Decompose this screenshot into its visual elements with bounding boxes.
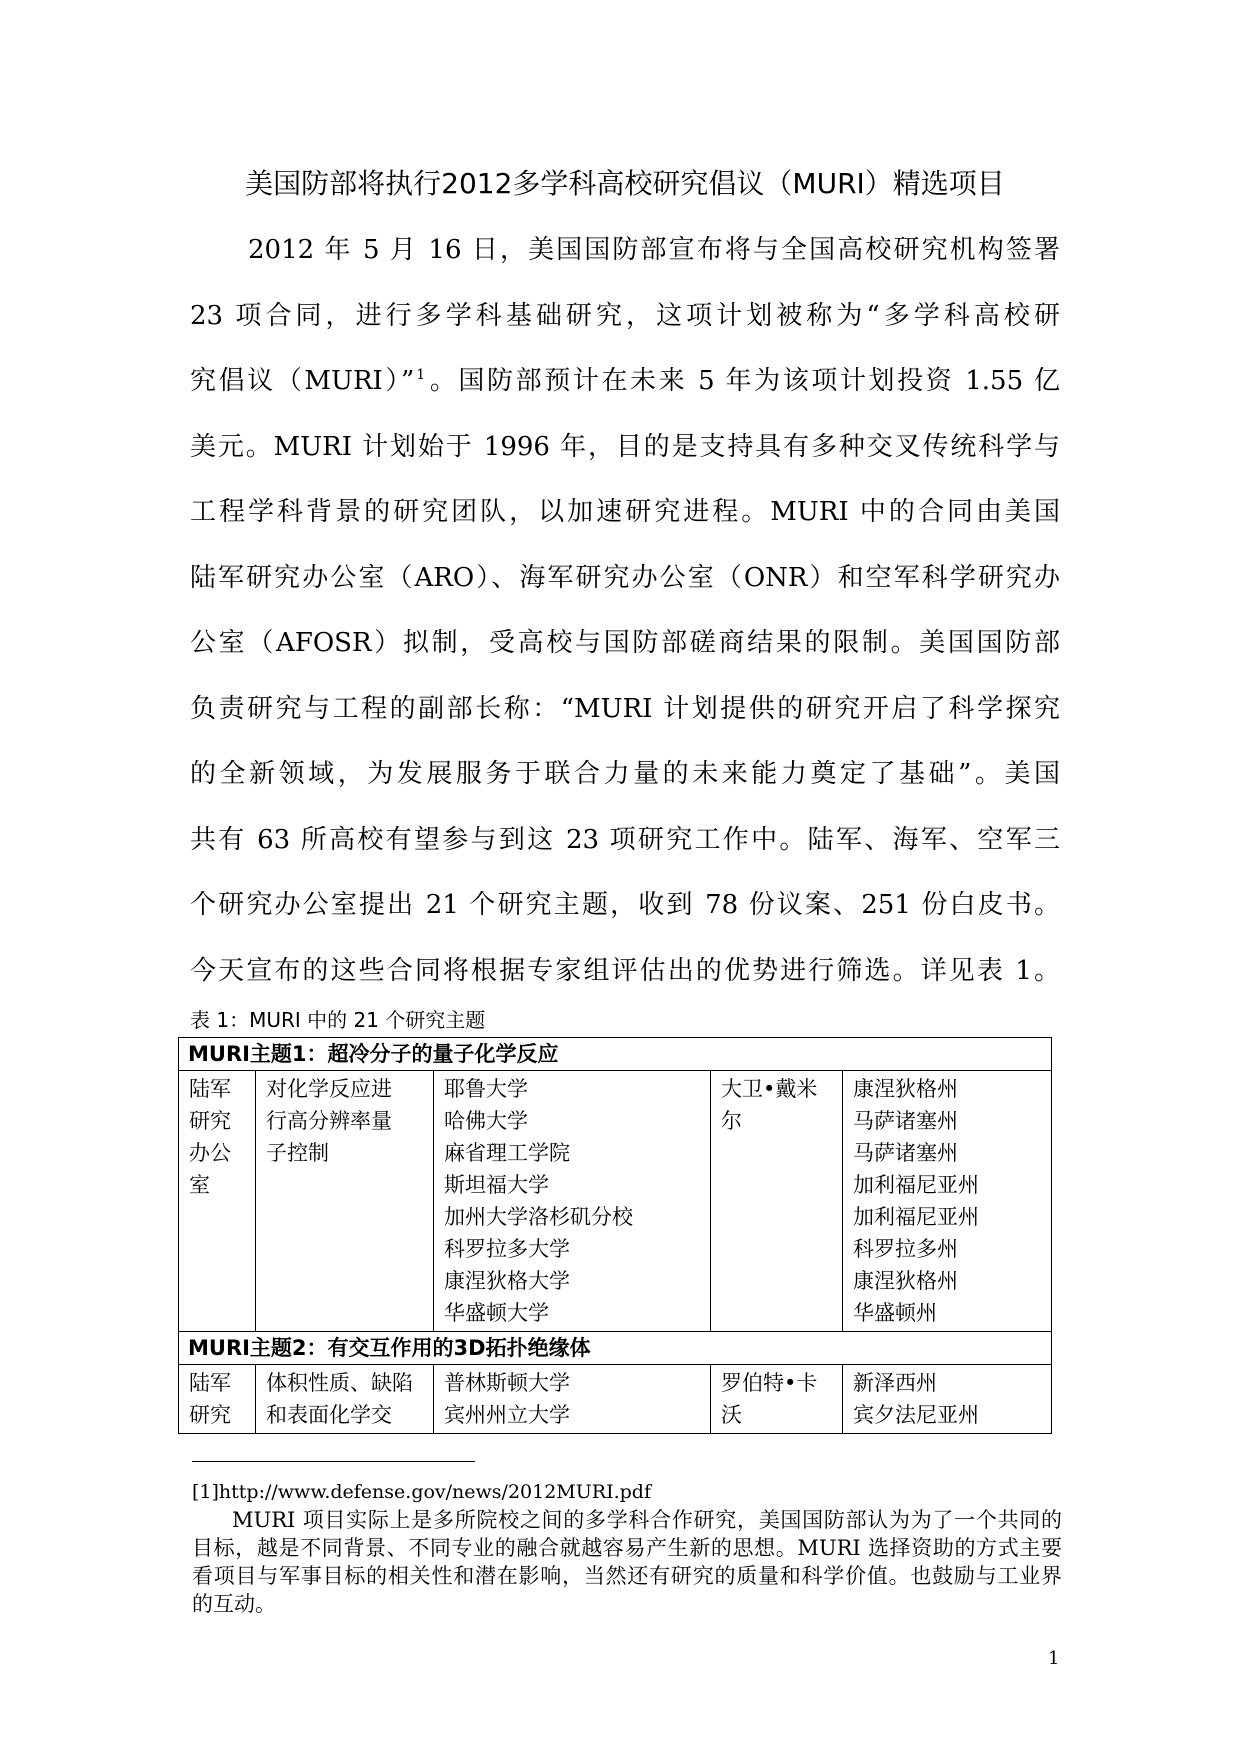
footnote-line: 看项目与军事目标的相关性和潜在影响，当然还有研究的质量和科学价值。也鼓励与工业界: [192, 1564, 1062, 1588]
office-cell: [179, 1365, 256, 1434]
office-text: 陆军研究办公室: [189, 1077, 231, 1197]
topic-heading-row: [179, 1038, 1052, 1071]
footnote-line: 目标，越是不同背景、不同专业的融合就越容易产生新的思想。MURI 选择资助的方式主要: [192, 1536, 1062, 1560]
university-item: 加州大学洛杉矶分校: [444, 1205, 633, 1229]
university-item: 哈佛大学: [444, 1109, 528, 1133]
states-cell: [843, 1071, 1052, 1332]
paragraph-line: [190, 349, 1060, 415]
footnote-separator: [192, 1461, 475, 1462]
page-number: 1: [1048, 1648, 1060, 1669]
topic-detail-row: [179, 1071, 1052, 1332]
state-item: 马萨诸塞州: [853, 1109, 958, 1133]
state-item: 马萨诸塞州: [853, 1141, 958, 1165]
states-cell: [843, 1365, 1052, 1434]
paragraph-line: 负责研究与工程的副部长称：“MURI 计划提供的研究开启了科学探究: [190, 693, 1060, 724]
topic-text: 对化学反应进行高分辨率量子控制: [266, 1077, 392, 1165]
footnote-reference: 1: [416, 367, 426, 384]
paragraph-line: 23 项合同，进行多学科基础研究，这项计划被称为“多学科高校研: [190, 300, 1060, 331]
state-item: 华盛顿州: [853, 1301, 937, 1325]
footnote: [192, 1478, 1062, 1618]
paragraph-line-text: 。国防部预计在未来 5 年为该项计划投资 1.55 亿: [427, 366, 1060, 396]
paragraph-line: 2012 年 5 月 16 日，美国国防部宣布将与全国高校研究机构签署: [248, 235, 1060, 265]
office-text: 陆军研究: [189, 1371, 231, 1427]
paragraph-line: 公室（AFOSR）拟制，受高校与国防部磋商结果的限制。美国国防部: [190, 628, 1060, 658]
paragraph-line-text: 究倡议（MURI）”: [190, 366, 415, 396]
topic-detail-row: [179, 1365, 1052, 1434]
topic-heading: MURI主题2：有交互作用的3D拓扑绝缘体: [179, 1332, 1052, 1365]
topic-cell: [256, 1365, 434, 1434]
university-item: 普林斯顿大学: [444, 1371, 570, 1395]
table-caption: 表 1：MURI 中的 21 个研究主题: [190, 1008, 486, 1032]
universities-cell: [434, 1071, 711, 1332]
document-title: 美国防部将执行2012多学科高校研究倡议（MURI）精选项目: [245, 167, 1005, 200]
office-cell: [179, 1071, 256, 1332]
state-item: 科罗拉多州: [853, 1237, 958, 1261]
state-item: 康涅狄格州: [853, 1269, 958, 1293]
lead-name: 大卫•戴米尔: [721, 1077, 818, 1133]
paragraph-line: 工程学科背景的研究团队，以加速研究进程。MURI 中的合同由美国: [190, 497, 1060, 527]
university-item: 耶鲁大学: [444, 1077, 528, 1101]
university-item: 康涅狄格大学: [444, 1269, 570, 1293]
topic-text: 体积性质、缺陷和表面化学交: [266, 1371, 413, 1427]
universities-cell: [434, 1365, 711, 1434]
university-item: 麻省理工学院: [444, 1141, 570, 1165]
footnote-line: MURI 项目实际上是多所院校之间的多学科合作研究，美国国防部认为为了一个共同的: [232, 1508, 1062, 1532]
footnote-source: [1]http://www.defense.gov/news/2012MURI.pdf: [192, 1481, 651, 1503]
paragraph-line: 今天宣布的这些合同将根据专家组评估出的优势进行筛选。详见表 1。: [190, 955, 1060, 986]
lead-cell: [711, 1365, 843, 1434]
paragraph-line: 陆军研究办公室（ARO）、海军研究办公室（ONR）和空军科学研究办: [190, 562, 1060, 593]
body-paragraph: [190, 218, 1060, 1004]
university-item: 斯坦福大学: [444, 1173, 549, 1197]
state-item: 加利福尼亚州: [853, 1173, 979, 1197]
state-item: 康涅狄格州: [853, 1077, 958, 1101]
paragraph-line: 的全新领域，为发展服务于联合力量的未来能力奠定了基础”。美国: [190, 759, 1060, 789]
paragraph-line: 共有 63 所高校有望参与到这 23 项研究工作中。陆军、海军、空军三: [190, 824, 1060, 855]
lead-cell: [711, 1071, 843, 1332]
university-item: 华盛顿大学: [444, 1301, 549, 1325]
topic-heading: MURI主题1：超冷分子的量子化学反应: [179, 1038, 1052, 1071]
research-topics-table: [178, 1037, 1052, 1434]
footnote-line: 的互动。: [192, 1592, 276, 1616]
university-item: 宾州州立大学: [444, 1403, 570, 1427]
state-item: 新泽西州: [853, 1371, 937, 1395]
topic-heading-row: [179, 1332, 1052, 1365]
topic-cell: [256, 1071, 434, 1332]
state-item: 加利福尼亚州: [853, 1205, 979, 1229]
lead-name: 罗伯特•卡沃: [721, 1371, 818, 1427]
state-item: 宾夕法尼亚州: [853, 1403, 979, 1427]
paragraph-line: 个研究办公室提出 21 个研究主题，收到 78 份议案、251 份白皮书。: [190, 890, 1060, 920]
university-item: 科罗拉多大学: [444, 1237, 570, 1261]
paragraph-line: 美元。MURI 计划始于 1996 年，目的是支持具有多种交叉传统科学与: [190, 431, 1060, 462]
